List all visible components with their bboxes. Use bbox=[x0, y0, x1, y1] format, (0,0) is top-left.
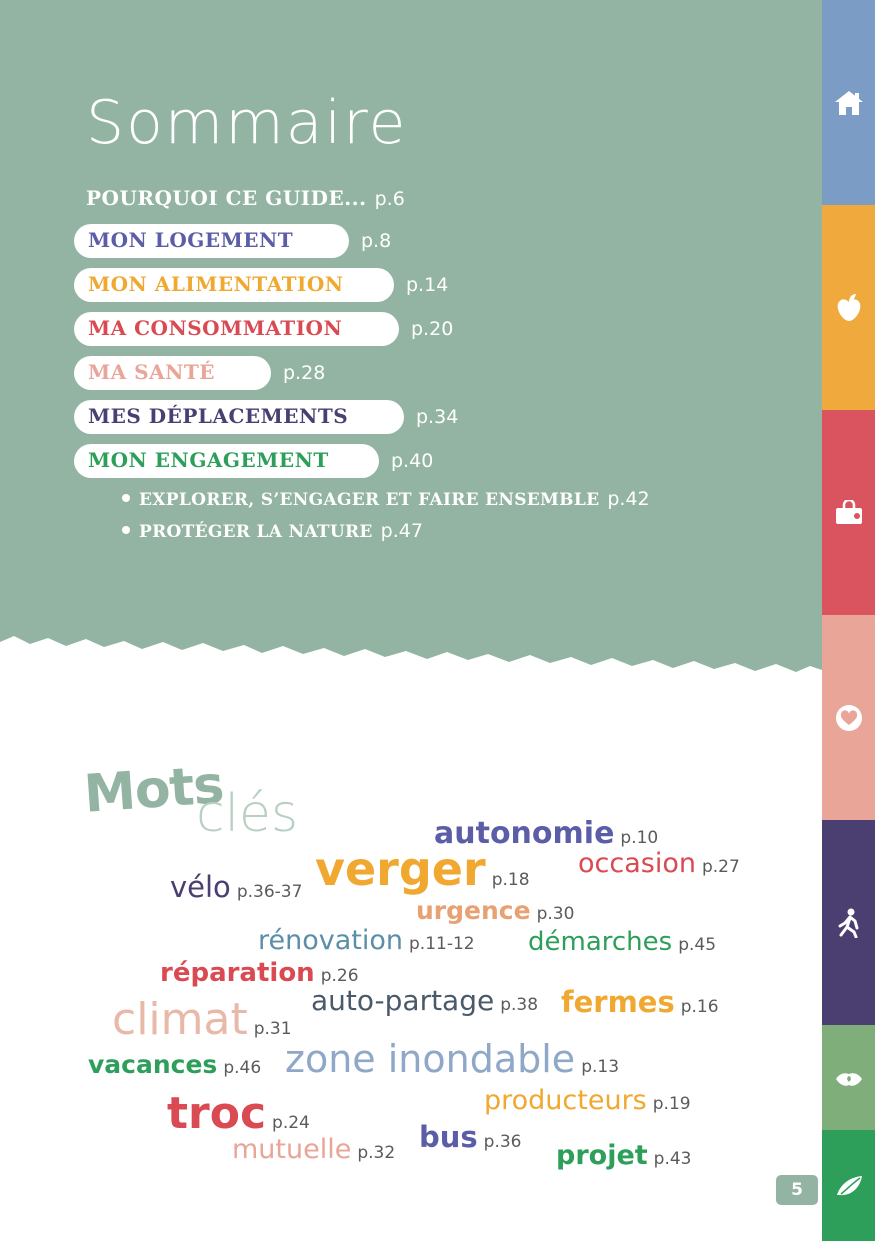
toc-subsection-label-nature: PROTÉGER LA NATURE bbox=[139, 522, 373, 542]
keyword-page: p.16 bbox=[680, 997, 719, 1017]
keywords-heading-cles: clés bbox=[196, 784, 299, 844]
toc-row-alimentation[interactable] bbox=[74, 268, 774, 302]
keyword-page: p.24 bbox=[272, 1113, 310, 1133]
keyword-page: p.43 bbox=[653, 1149, 692, 1169]
toc-page-consommation: p.20 bbox=[411, 318, 454, 340]
keyword-label: autonomie bbox=[434, 816, 615, 851]
engagement-icon bbox=[833, 1065, 865, 1091]
toc-row-sante[interactable] bbox=[74, 356, 774, 390]
keyword-item[interactable] bbox=[578, 848, 740, 879]
keyword-label: réparation bbox=[160, 958, 315, 988]
keyword-label: verger bbox=[315, 842, 486, 896]
keyword-label: bus bbox=[419, 1120, 478, 1154]
keyword-page: p.19 bbox=[652, 1094, 691, 1114]
keyword-item[interactable] bbox=[170, 870, 302, 904]
toc-intro-label: POURQUOI CE GUIDE... bbox=[86, 186, 367, 210]
toc-page-deplacements: p.34 bbox=[416, 406, 459, 428]
keyword-page: p.26 bbox=[320, 966, 359, 986]
keyword-cloud bbox=[0, 800, 822, 1200]
section-tab-health[interactable] bbox=[822, 615, 875, 820]
keyword-label: fermes bbox=[561, 985, 675, 1019]
keyword-item[interactable] bbox=[419, 1120, 522, 1154]
keyword-item[interactable] bbox=[528, 927, 716, 957]
keyword-item[interactable] bbox=[416, 896, 574, 925]
keyword-label: zone inondable bbox=[285, 1037, 576, 1081]
keyword-label: vacances bbox=[88, 1050, 218, 1079]
toc-page-logement: p.8 bbox=[361, 230, 392, 252]
keyword-item[interactable] bbox=[315, 842, 530, 896]
keyword-item[interactable] bbox=[556, 1140, 692, 1171]
food-icon bbox=[834, 294, 864, 322]
keyword-page: p.36 bbox=[483, 1132, 522, 1152]
keyword-label: rénovation bbox=[258, 925, 403, 956]
toc-subsection-explorer[interactable] bbox=[122, 488, 774, 510]
keyword-label: démarches bbox=[528, 927, 673, 957]
keywords-heading-mots: Mots bbox=[82, 755, 226, 825]
toc-subsection-page-explorer: p.42 bbox=[607, 488, 650, 510]
keyword-item[interactable] bbox=[232, 1134, 395, 1165]
page-title: Sommaire bbox=[86, 88, 408, 158]
keyword-item[interactable] bbox=[311, 984, 538, 1017]
keyword-page: p.30 bbox=[536, 904, 575, 924]
toc-section-deplacements[interactable]: MES DÉPLACEMENTS bbox=[74, 400, 404, 434]
section-tab-home[interactable] bbox=[822, 0, 875, 205]
torn-paper-edge bbox=[0, 612, 822, 692]
toc-section-logement[interactable]: MON LOGEMENT bbox=[74, 224, 349, 258]
toc-page-engagement: p.40 bbox=[391, 450, 434, 472]
home-icon bbox=[834, 90, 864, 116]
shopping-icon bbox=[834, 500, 864, 526]
keyword-item[interactable] bbox=[561, 985, 719, 1019]
keyword-label: projet bbox=[556, 1140, 648, 1171]
keyword-item[interactable] bbox=[285, 1037, 619, 1081]
keyword-page: p.46 bbox=[223, 1058, 262, 1078]
bullet-icon bbox=[122, 526, 130, 534]
toc-subsection-label-explorer: EXPLORER, S’ENGAGER ET FAIRE ENSEMBLE bbox=[139, 490, 600, 510]
toc-section-sante[interactable]: MA SANTÉ bbox=[74, 356, 271, 390]
keyword-page: p.45 bbox=[678, 935, 717, 955]
keyword-page: p.38 bbox=[500, 995, 539, 1015]
toc-intro-page: p.6 bbox=[374, 188, 405, 210]
section-tab-nature[interactable] bbox=[822, 1130, 875, 1241]
toc-subsection-page-nature: p.47 bbox=[380, 520, 423, 542]
keyword-page: p.27 bbox=[701, 857, 740, 877]
page-number: 5 bbox=[776, 1175, 818, 1205]
toc-row-consommation[interactable] bbox=[74, 312, 774, 346]
toc-row-deplacements[interactable] bbox=[74, 400, 774, 434]
keyword-page: p.11-12 bbox=[409, 934, 475, 954]
keyword-label: mutuelle bbox=[232, 1134, 352, 1165]
section-tab-transport[interactable] bbox=[822, 820, 875, 1025]
nature-icon bbox=[833, 1173, 865, 1199]
keyword-label: urgence bbox=[416, 896, 531, 925]
keyword-label: producteurs bbox=[484, 1085, 647, 1116]
transport-icon bbox=[836, 908, 862, 938]
keyword-item[interactable] bbox=[88, 1050, 261, 1079]
keyword-item[interactable] bbox=[167, 1088, 310, 1139]
toc-page-alimentation: p.14 bbox=[406, 274, 449, 296]
toc-intro-row[interactable] bbox=[74, 186, 774, 210]
keyword-label: troc bbox=[167, 1088, 267, 1139]
bullet-icon bbox=[122, 494, 130, 502]
table-of-contents bbox=[74, 186, 774, 542]
keyword-page: p.18 bbox=[491, 870, 530, 890]
keyword-page: p.31 bbox=[253, 1019, 292, 1039]
health-icon bbox=[834, 704, 864, 732]
section-tab-food[interactable] bbox=[822, 205, 875, 410]
section-tab-engagement[interactable] bbox=[822, 1025, 875, 1130]
keyword-label: climat bbox=[112, 994, 248, 1045]
toc-subsection-nature[interactable] bbox=[122, 520, 774, 542]
section-tab-shopping[interactable] bbox=[822, 410, 875, 615]
keyword-page: p.32 bbox=[357, 1143, 396, 1163]
keyword-label: occasion bbox=[578, 848, 696, 879]
keyword-label: vélo bbox=[170, 870, 231, 904]
toc-row-logement[interactable] bbox=[74, 224, 774, 258]
keyword-item[interactable] bbox=[484, 1085, 691, 1116]
toc-row-engagement[interactable] bbox=[74, 444, 774, 478]
section-tab-strip bbox=[822, 0, 875, 1241]
keyword-page: p.13 bbox=[581, 1057, 620, 1077]
toc-section-alimentation[interactable]: MON ALIMENTATION bbox=[74, 268, 394, 302]
toc-section-consommation[interactable]: MA CONSOMMATION bbox=[74, 312, 399, 346]
keyword-page: p.10 bbox=[620, 828, 659, 848]
keyword-item[interactable] bbox=[258, 925, 475, 956]
toc-page-sante: p.28 bbox=[283, 362, 326, 384]
keyword-page: p.36-37 bbox=[236, 882, 303, 902]
keyword-item[interactable] bbox=[112, 994, 292, 1045]
toc-section-engagement[interactable]: MON ENGAGEMENT bbox=[74, 444, 379, 478]
keyword-label: auto-partage bbox=[311, 984, 495, 1017]
